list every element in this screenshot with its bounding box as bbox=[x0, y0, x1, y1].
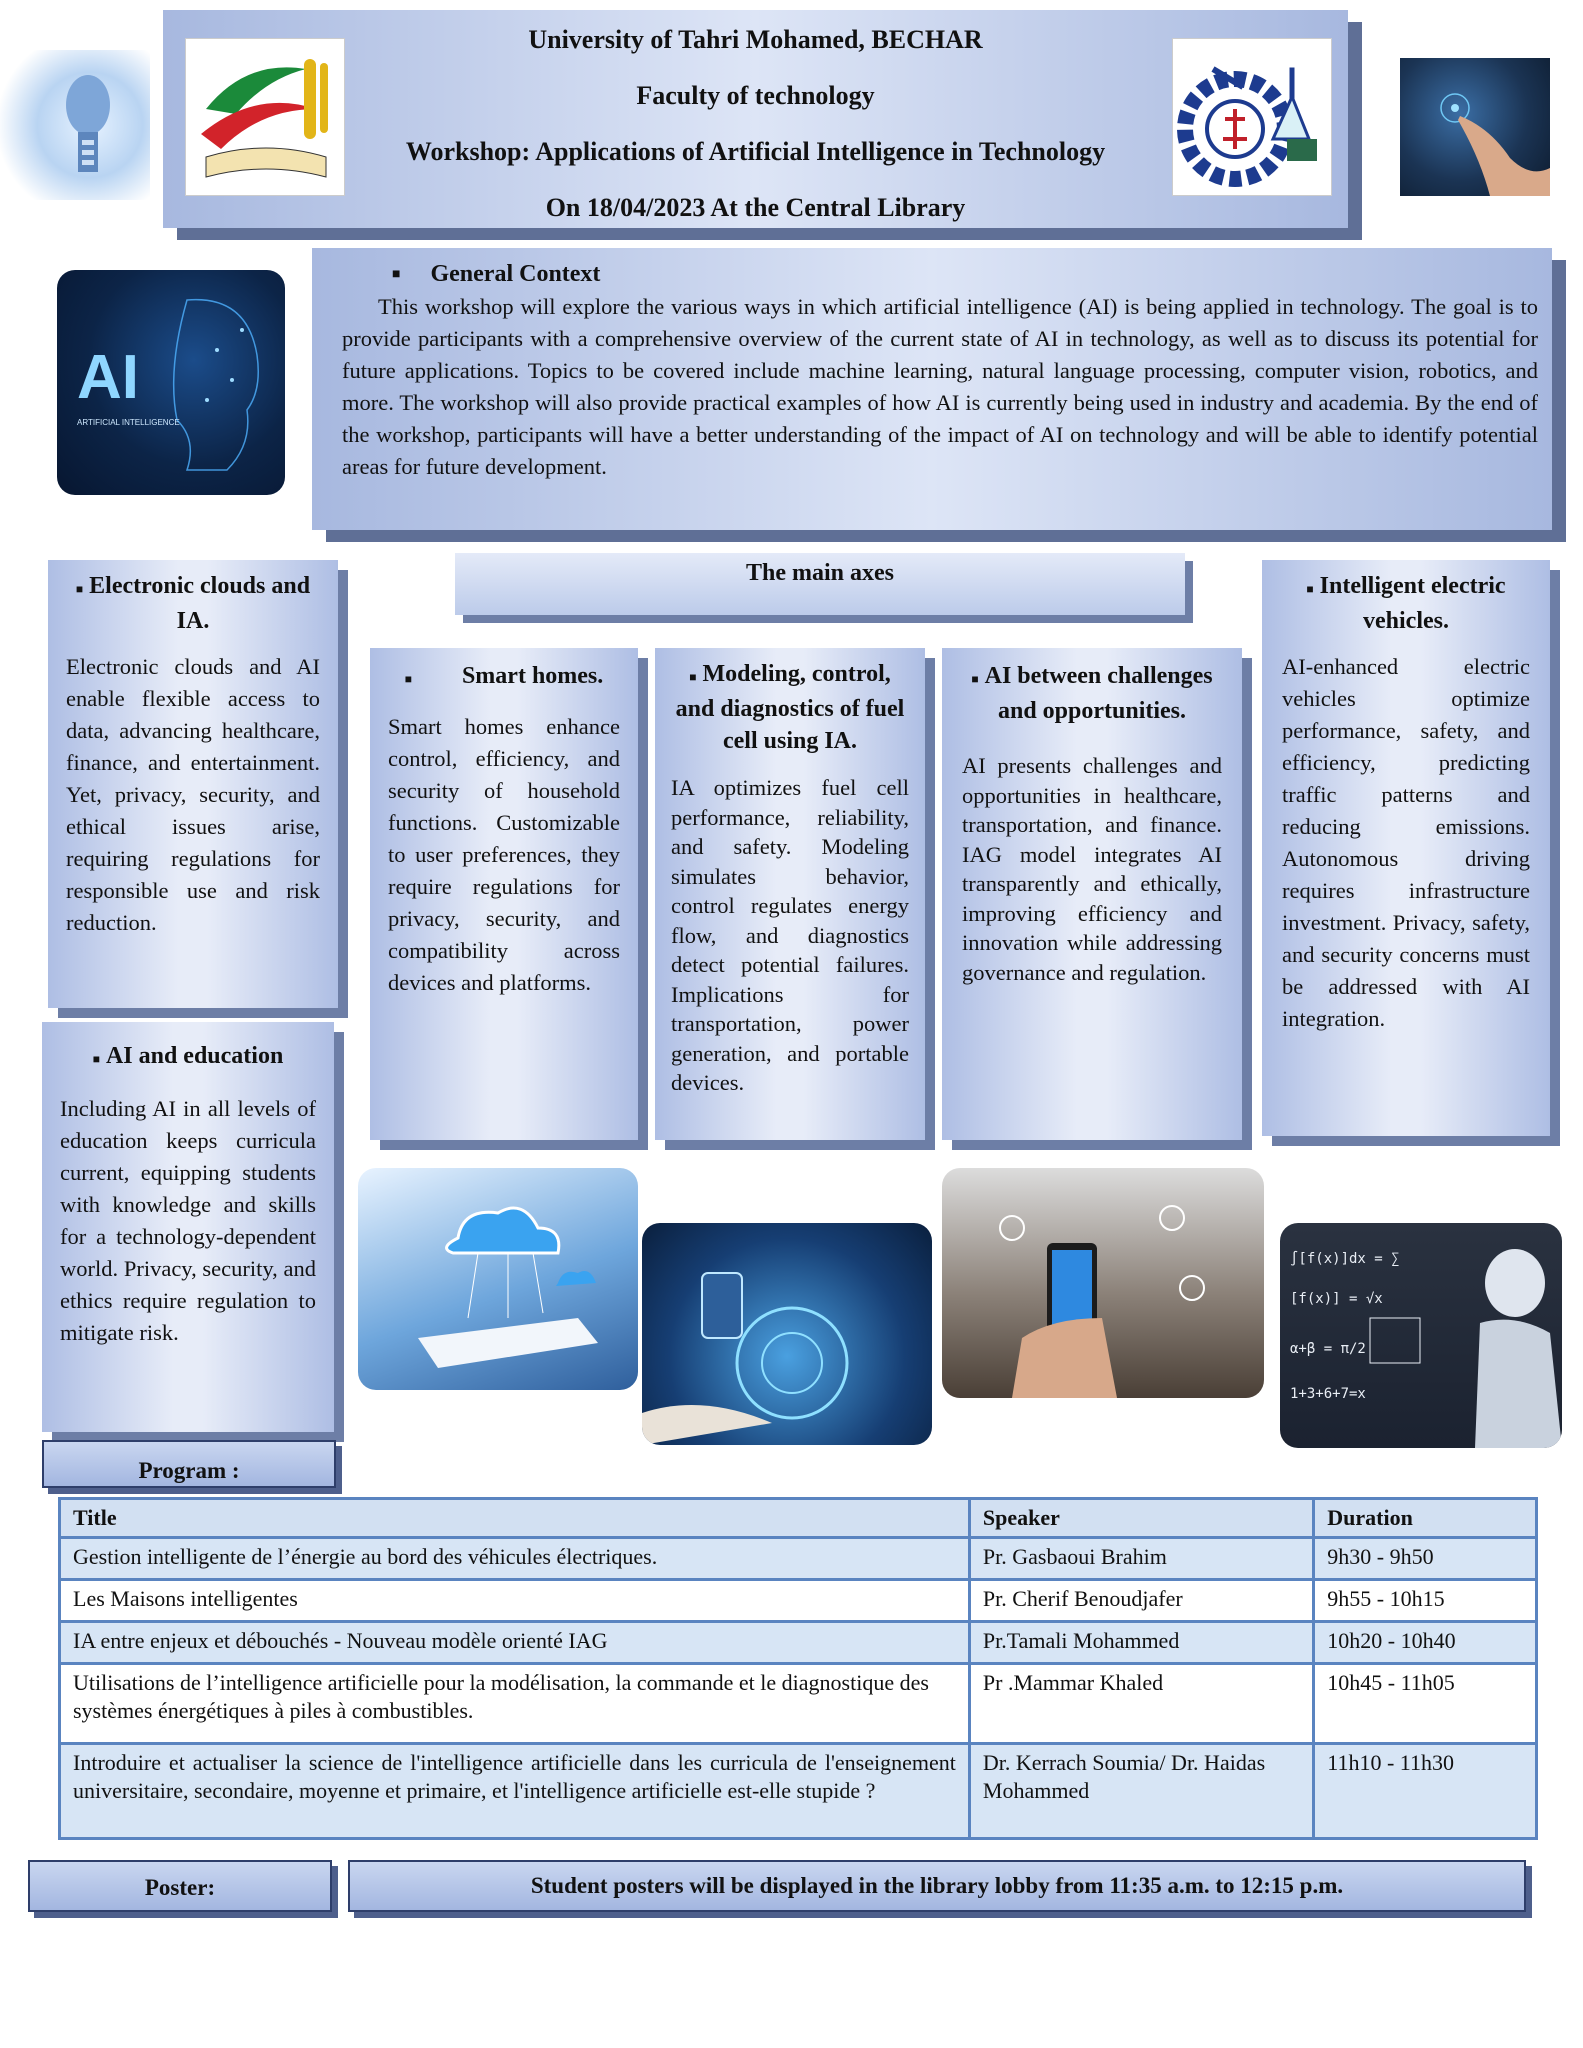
bullet-icon: ■ bbox=[1306, 582, 1314, 596]
row-speaker: Pr .Mammar Khaled bbox=[969, 1664, 1313, 1744]
svg-text:∫[f(x)]dx = ∑: ∫[f(x)]dx = ∑ bbox=[1290, 1251, 1400, 1267]
program-label: Program : bbox=[138, 1458, 240, 1483]
robot-head-icon bbox=[0, 50, 150, 200]
general-context-panel bbox=[312, 248, 1552, 530]
row-duration: 10h45 - 11h05 bbox=[1314, 1664, 1537, 1744]
smart-car-image bbox=[642, 1223, 932, 1445]
program-label-bar bbox=[42, 1440, 336, 1488]
bullet-icon: ■ bbox=[92, 1052, 100, 1066]
axis-challenges bbox=[942, 648, 1242, 1140]
bullet-icon: ■ bbox=[689, 670, 697, 684]
hand-touch-icon bbox=[1400, 58, 1550, 196]
smart-home-phone-image bbox=[942, 1168, 1264, 1398]
workshop-title: Workshop: Applications of Artificial Intelligence in Technology bbox=[405, 137, 1106, 166]
axis-ai-education bbox=[42, 1022, 334, 1432]
program-table-wrapper bbox=[58, 1497, 1538, 1840]
axis-electric-vehicles bbox=[1262, 560, 1550, 1136]
general-context-heading: ■ General Context bbox=[392, 261, 601, 287]
robot-blackboard-image bbox=[1280, 1223, 1562, 1448]
faculty-logo-icon bbox=[1172, 38, 1332, 196]
axis-challenges-heading: ■ AI between challenges and opportunities. bbox=[971, 663, 1213, 724]
university-name: University of Tahri Mohamed, BECHAR bbox=[528, 25, 983, 54]
ai-head-image bbox=[57, 270, 285, 495]
row-title: Utilisations de l’intelligence artificielle pour la modélisation, la commande et le diagnostique des systèmes énergétiques à piles à combustibles. bbox=[60, 1664, 970, 1744]
axis-education-body: Including AI in all levels of education keeps curricula current, equipping students with knowledge and skills for a technology-dependent world. Privacy, security, and ethics require regulation to mitigate risk. bbox=[60, 1096, 316, 1345]
row-title: IA entre enjeux et débouchés - Nouveau modèle orienté IAG bbox=[60, 1622, 970, 1664]
table-row bbox=[60, 1538, 1537, 1580]
table-header-row bbox=[60, 1499, 1537, 1538]
axis-homes-heading: ■ Smart homes. bbox=[404, 663, 604, 689]
table-row bbox=[60, 1744, 1537, 1839]
program-table bbox=[58, 1497, 1538, 1840]
axis-electronic-clouds bbox=[48, 560, 338, 1008]
bullet-icon: ■ bbox=[75, 582, 84, 596]
main-axes-title: The main axes bbox=[745, 560, 894, 586]
faculty-name: Faculty of technology bbox=[636, 81, 875, 110]
ai-big-text: AI bbox=[77, 343, 139, 412]
column-duration: Duration bbox=[1314, 1499, 1537, 1538]
bullet-icon: ■ bbox=[971, 672, 979, 686]
axis-fuel-cell bbox=[655, 648, 925, 1140]
axis-smart-homes bbox=[370, 648, 638, 1140]
main-axes-bar bbox=[455, 553, 1185, 615]
bullet-icon: ■ bbox=[404, 672, 412, 686]
column-speaker: Speaker bbox=[969, 1499, 1313, 1538]
ai-small-text: ARTIFICIAL INTELLIGENCE bbox=[77, 418, 180, 427]
university-logo-icon bbox=[185, 38, 345, 196]
cloud-computing-image bbox=[358, 1168, 638, 1390]
table-row bbox=[60, 1580, 1537, 1622]
poster-info-text: Student posters will be displayed in the library lobby from 11:35 a.m. to 12:15 p.m. bbox=[530, 1873, 1344, 1898]
axis-education-heading: ■ AI and education bbox=[92, 1043, 284, 1069]
row-speaker: Pr. Cherif Benoudjafer bbox=[969, 1580, 1313, 1622]
table-row bbox=[60, 1664, 1537, 1744]
row-title: Gestion intelligente de l’énergie au bord des véhicules électriques. bbox=[60, 1538, 970, 1580]
workshop-date: On 18/04/2023 At the Central Library bbox=[545, 193, 966, 222]
poster-info-bar bbox=[348, 1860, 1526, 1912]
row-duration: 10h20 - 10h40 bbox=[1314, 1622, 1537, 1664]
svg-text:α+β = π/2: α+β = π/2 bbox=[1290, 1341, 1366, 1357]
row-title: Les Maisons intelligentes bbox=[60, 1580, 970, 1622]
poster-label: Poster: bbox=[144, 1875, 216, 1900]
row-speaker: Pr. Gasbaoui Brahim bbox=[969, 1538, 1313, 1580]
row-title: Introduire et actualiser la science de l'intelligence artificielle dans les curricula de l'enseignement universitaire, secondaire, moyenne et primaire, et l'intelligence artificielle est-elle stupide ? bbox=[60, 1744, 970, 1839]
row-speaker: Pr.Tamali Mohammed bbox=[969, 1622, 1313, 1664]
axis-vehicles-body: AI-enhanced electric vehicles optimize performance, safety, and efficiency, predicting traffic patterns and reducing emissions. Autonomous driving requires infrastructure investment. Privacy, safety, and security concerns must be addressed with AI integration. bbox=[1282, 654, 1530, 1031]
svg-text:1+3+6+7=x: 1+3+6+7=x bbox=[1290, 1386, 1366, 1402]
svg-text:[f(x)] = √x: [f(x)] = √x bbox=[1290, 1291, 1383, 1307]
axis-fuelcell-body: IA optimizes fuel cell performance, reliability, and safety. Modeling simulates behavior, control regulates energy flow, and diagnostics detect potential failures. Implications for transportation, power generation, and portable devices. bbox=[671, 775, 909, 1095]
poster-label-bar bbox=[28, 1860, 332, 1912]
row-duration: 9h55 - 10h15 bbox=[1314, 1580, 1537, 1622]
row-duration: 11h10 - 11h30 bbox=[1314, 1744, 1537, 1839]
bullet-icon: ■ bbox=[392, 267, 401, 283]
axis-challenges-body: AI presents challenges and opportunities in healthcare, transportation, and finance. IAG model integrates AI transparently and ethically, improving efficiency and innovation while addressing governance and regulation. bbox=[962, 753, 1222, 985]
table-row bbox=[60, 1622, 1537, 1664]
axis-clouds-heading: ■ Electronic clouds and IA. bbox=[75, 573, 311, 634]
axis-clouds-body: Electronic clouds and AI enable flexible access to data, advancing healthcare, finance, and entertainment. Yet, privacy, security, and ethical issues arise, requiring regulations for responsible use and risk reduction. bbox=[66, 654, 320, 935]
axis-vehicles-heading: ■ Intelligent electric vehicles. bbox=[1306, 573, 1506, 634]
row-duration: 9h30 - 9h50 bbox=[1314, 1538, 1537, 1580]
general-context-body: This workshop will explore the various ways in which artificial intelligence (AI) is being applied in technology. The goal is to provide participants with a comprehensive overview of the current state of AI in technology, as well as to discuss its potential for future applications. Topics to be covered include machine learning, natural language processing, computer vision, robotics, and more. The workshop will also provide practical examples of how AI is currently being used in industry and academia. By the end of the workshop, participants will have a better understanding of the impact of AI on technology and will be able to identify potential areas for future development. bbox=[342, 294, 1538, 480]
axis-homes-body: Smart homes enhance control, efficiency, and security of household functions. Customizable to user preferences, they require regulations for privacy, security, and compatibility across devices and platforms. bbox=[388, 714, 620, 995]
axis-fuelcell-heading: ■ Modeling, control, and diagnostics of fuel cell using IA. bbox=[675, 661, 905, 754]
column-title: Title bbox=[60, 1499, 970, 1538]
row-speaker: Dr. Kerrach Soumia/ Dr. Haidas Mohammed bbox=[969, 1744, 1313, 1839]
